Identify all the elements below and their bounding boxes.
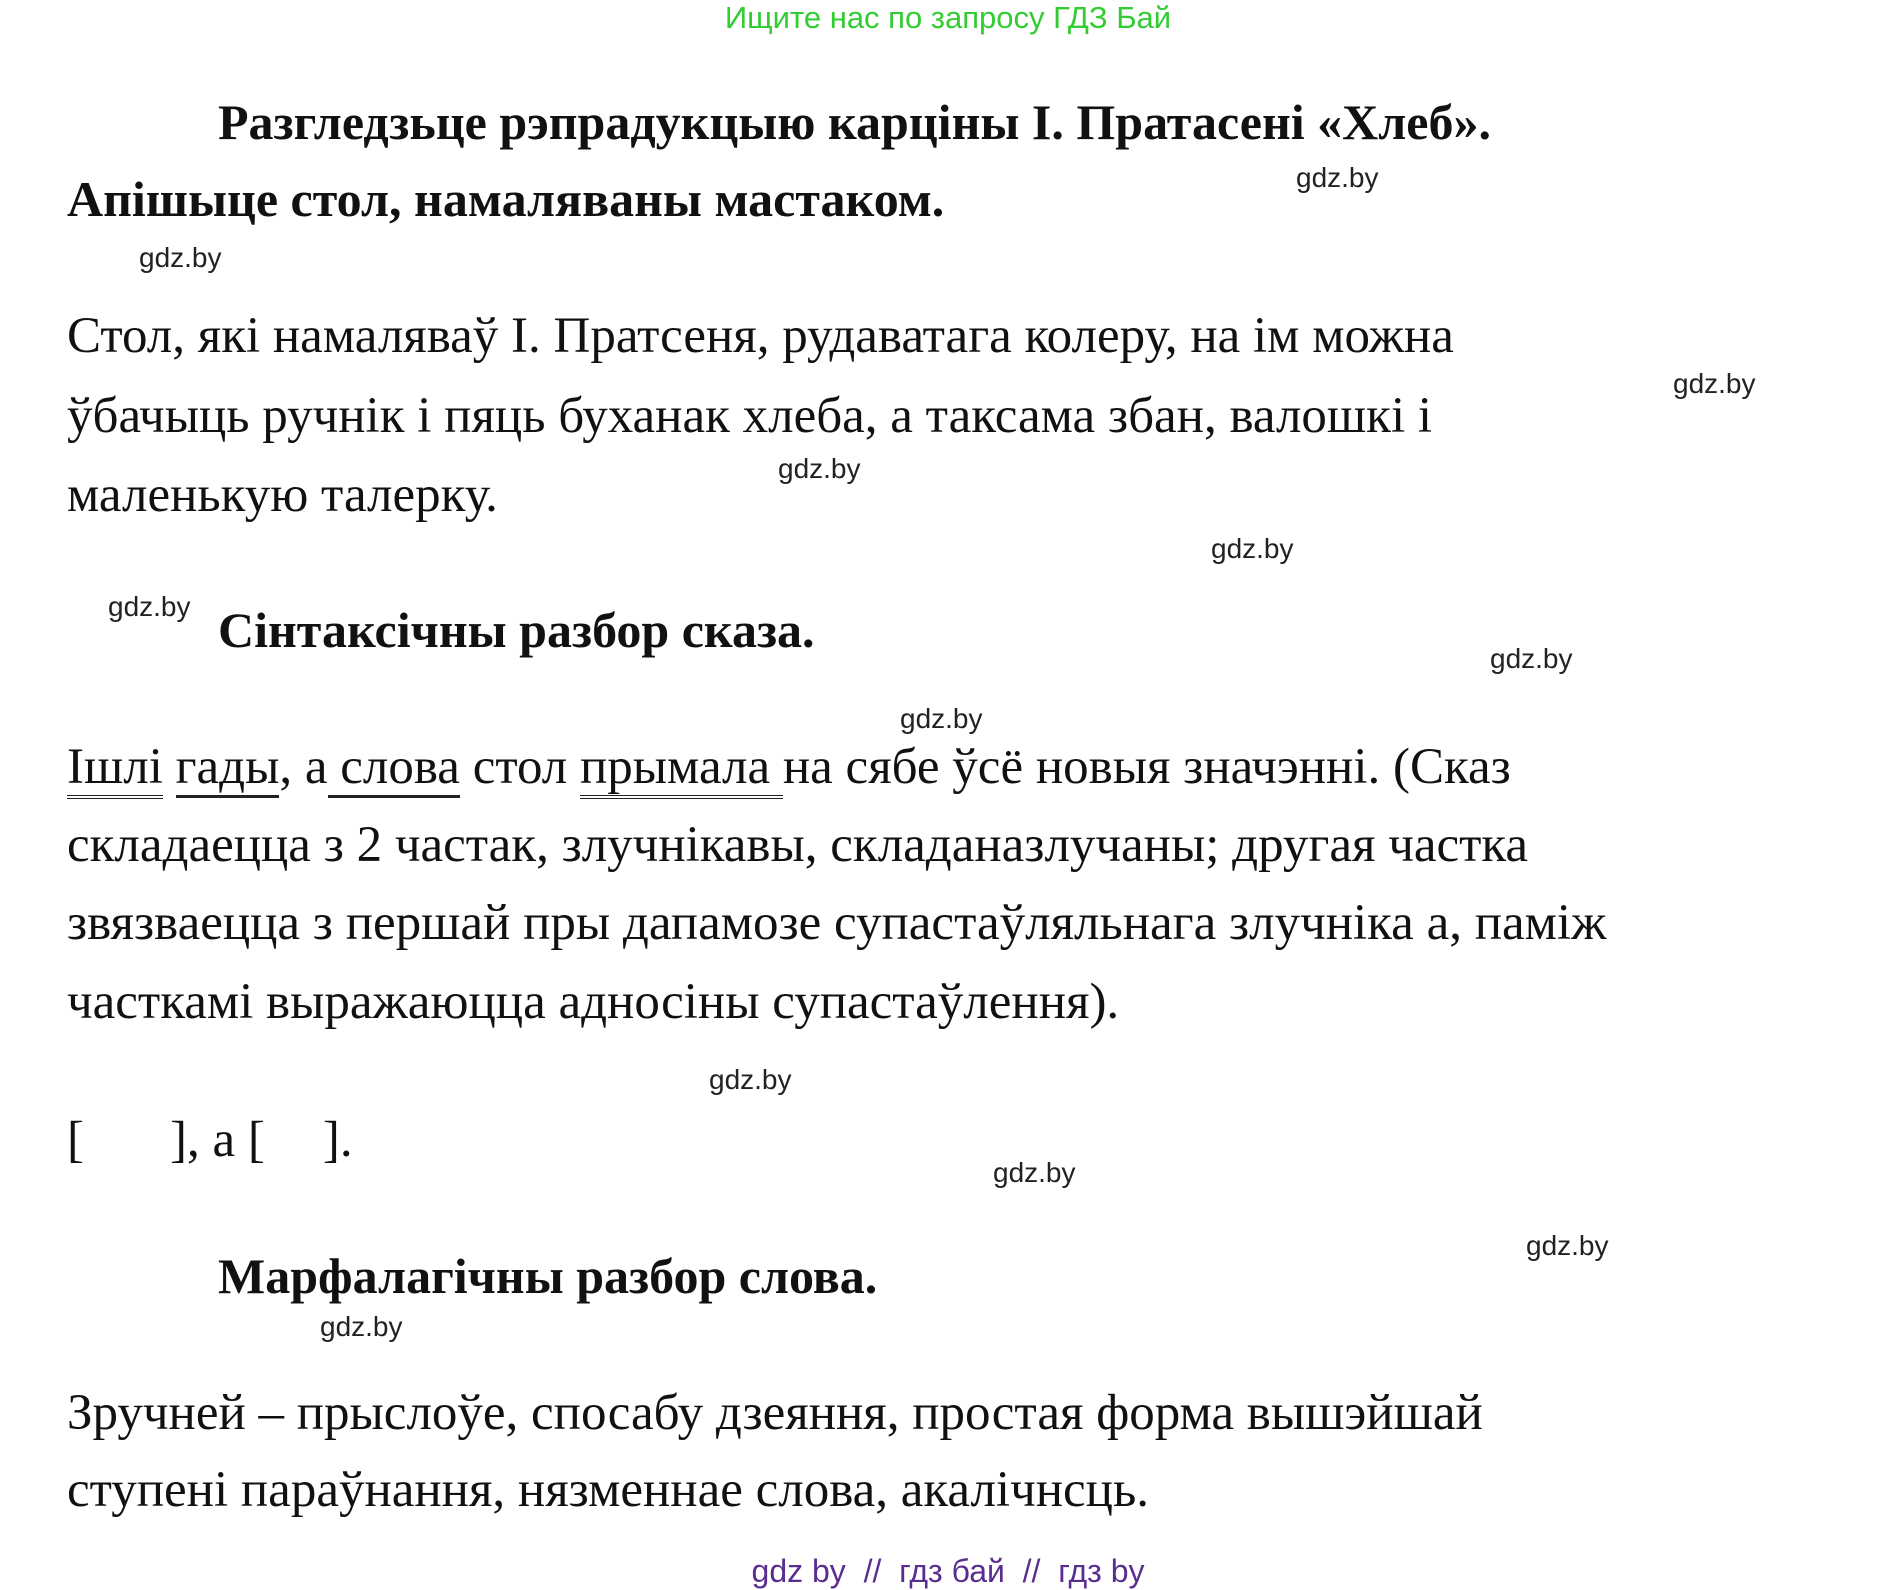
watermark: gdz.by [320,1311,403,1342]
watermark: gdz.by [1673,368,1756,399]
watermark: gdz.by [709,1064,792,1095]
morphology-line: Зручней – прыслоўе, спосабу дзеяння, простая форма вышэйшай [67,1385,1483,1441]
conjunction: , а [279,739,328,795]
subject-2: слова [328,739,460,798]
task-title-line2: Апішыце стол, намаляваны мастаком. [67,171,945,227]
analyzed-sentence [67,737,1511,797]
scheme-open-bracket: [ [67,1112,84,1168]
morphology-line: ступені параўнання, нязменнае слова, акалічнсць. [67,1462,1149,1518]
scheme-middle: ], а [ [169,1112,265,1168]
watermark: gdz.by [993,1157,1076,1188]
predicate-1: гады [176,739,280,798]
predicate-2: прымала [580,739,783,799]
watermark: gdz.by [1526,1230,1609,1261]
syntax-line: часткамі выражаюцца адносіны супастаўлення). [67,974,1120,1030]
syntax-title: Сінтаксічны разбор сказа. [218,602,815,658]
answer-line: ўбачыць ручнік і пяць буханак хлеба, а таксама збан, валошкі і [67,388,1433,444]
syntax-line: звязваецца з першай пры дапамозе супастаўляльнага злучніка а, паміж [67,895,1607,951]
syntax-line: складаецца з 2 частак, злучнікавы, складаназлучаны; другая частка [67,817,1529,873]
space [163,739,176,795]
header-banner: Ищите нас по запросу ГДЗ Бай [724,0,1172,35]
object: стол [459,739,580,795]
subject-1: Ішлі [67,739,163,799]
watermark: gdz.by [900,703,983,734]
morphology-title: Марфалагічны разбор слова. [218,1248,878,1304]
footer-watermark: gdz by // гдз бай // гдз by [751,1553,1145,1589]
task-title-line1: Разгледзьце рэпрадукцыю карціны І. Пратасені «Хлеб». [218,94,1491,150]
watermark: gdz.by [1296,162,1379,193]
watermark: gdz.by [1490,643,1573,674]
watermark: gdz.by [139,242,222,273]
sentence-scheme [67,1110,353,1170]
answer-line: маленькую талерку. [67,467,498,523]
watermark: gdz.by [108,591,191,622]
scheme-close: ]. [322,1112,353,1168]
sentence-rest: на сябе ўсё новыя значэнні. (Сказ [782,739,1511,795]
watermark: gdz.by [1211,533,1294,564]
answer-line: Стол, які намаляваў І. Пратсеня, рудаватага колеру, на ім можна [67,308,1454,364]
watermark: gdz.by [778,453,861,484]
